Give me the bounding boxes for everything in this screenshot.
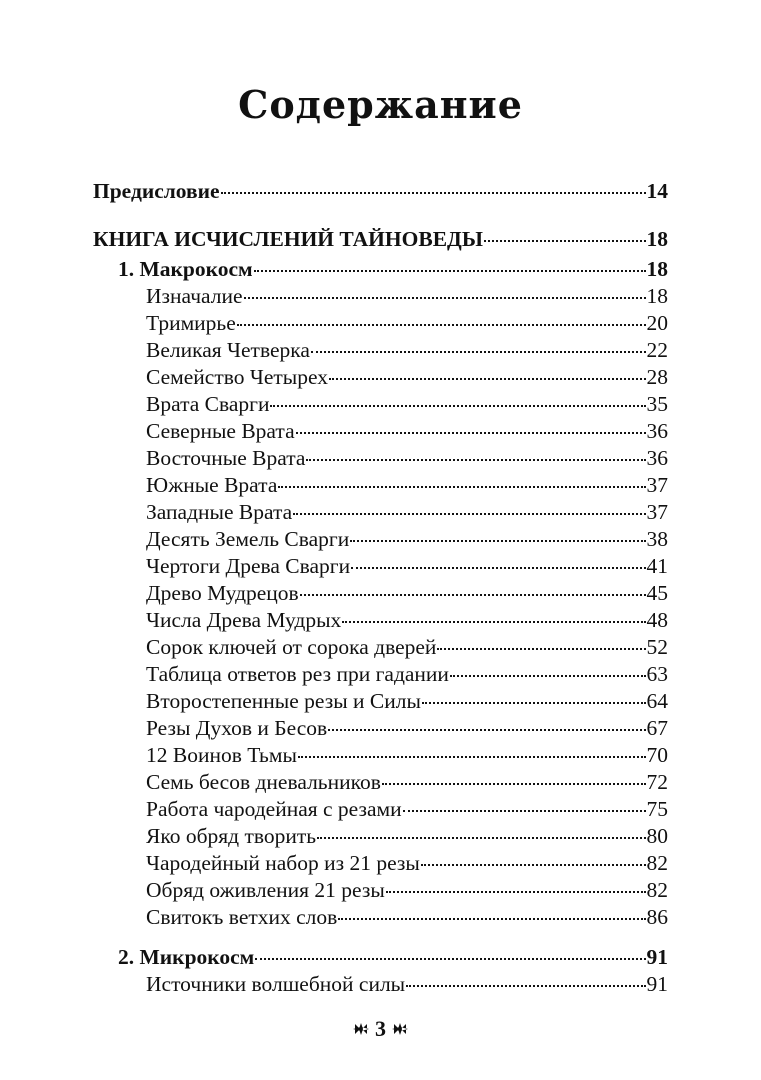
toc-entry[interactable] — [93, 580, 668, 606]
toc-entry-label: Источники волшебной силы — [146, 972, 406, 996]
toc-entry-page: 52 — [646, 635, 668, 659]
dot-leader — [244, 297, 646, 299]
dot-leader — [317, 837, 645, 839]
toc-entry-label: Резы Духов и Бесов — [146, 716, 328, 740]
toc-entry-page: 64 — [646, 689, 668, 713]
toc-entry-chapter[interactable] — [93, 944, 668, 970]
toc-entry-label: Предисловие — [93, 179, 220, 203]
toc-entry[interactable] — [93, 553, 668, 579]
dot-leader — [422, 702, 646, 704]
toc-entry-label: Обряд оживления 21 резы — [146, 878, 385, 902]
toc-entry-page: 28 — [646, 365, 668, 389]
toc-entry-label: Древо Мудрецов — [146, 581, 299, 605]
dot-leader — [382, 783, 646, 785]
toc-entry-page: 36 — [646, 446, 668, 470]
toc-entry[interactable] — [93, 850, 668, 876]
toc-entry-label: Семейство Четырех — [146, 365, 328, 389]
toc-entry-page: 18 — [646, 227, 668, 251]
toc-entry[interactable] — [93, 310, 668, 336]
toc-entry-page: 37 — [646, 500, 668, 524]
toc-entry-book[interactable] — [93, 226, 668, 252]
toc-entry-page: 72 — [646, 770, 668, 794]
toc-entry-page: 70 — [646, 743, 668, 767]
toc-entry-page: 20 — [646, 311, 668, 335]
dot-leader — [437, 648, 645, 650]
toc-entry[interactable] — [93, 337, 668, 363]
dot-leader — [300, 594, 646, 596]
toc-entry[interactable] — [93, 418, 668, 444]
toc-entry-label: Семь бесов дневальников — [146, 770, 381, 794]
toc-entry[interactable] — [93, 769, 668, 795]
toc-entry-label: Сорок ключей от сорока дверей — [146, 635, 437, 659]
toc-entry-page: 91 — [646, 945, 668, 969]
dot-leader — [296, 432, 646, 434]
toc-entry-page: 36 — [646, 419, 668, 443]
toc-entry[interactable] — [93, 607, 668, 633]
toc-entry-label: Восточные Врата — [146, 446, 306, 470]
toc-entry-label: Западные Врата — [146, 500, 293, 524]
dot-leader — [298, 756, 646, 758]
toc-entry-label: Великая Четверка — [146, 338, 310, 362]
toc-entry-label: Яко обряд творить — [146, 824, 317, 848]
toc-entry-label: Работа чародейная с резами — [146, 797, 402, 821]
toc-entry-label: Северные Врата — [146, 419, 295, 443]
toc-entry-page: 91 — [646, 972, 668, 996]
toc-entry[interactable] — [93, 472, 668, 498]
dot-leader — [237, 324, 646, 326]
toc-entry-label: Тримирье — [146, 311, 236, 335]
toc-entry-page: 67 — [646, 716, 668, 740]
toc-entry[interactable] — [93, 742, 668, 768]
dot-leader — [450, 675, 646, 677]
toc-entry[interactable] — [93, 634, 668, 660]
toc-entry-page: 86 — [646, 905, 668, 929]
toc-entry-page: 63 — [646, 662, 668, 686]
dot-leader — [406, 985, 645, 987]
toc-entry-page: 18 — [646, 257, 668, 281]
dot-leader — [254, 270, 646, 272]
dot-leader — [329, 378, 646, 380]
toc-entry-page: 37 — [646, 473, 668, 497]
toc-entry-chapter[interactable] — [93, 256, 668, 282]
toc-entry-page: 80 — [646, 824, 668, 848]
toc-entry-page: 18 — [646, 284, 668, 308]
toc-entry[interactable] — [93, 796, 668, 822]
dot-leader — [338, 918, 645, 920]
dot-leader — [278, 486, 645, 488]
dot-leader — [351, 567, 645, 569]
toc-entry-page: 41 — [646, 554, 668, 578]
ornament-left-icon — [351, 1021, 371, 1037]
toc-entry-page: 82 — [646, 851, 668, 875]
toc-entry[interactable] — [93, 688, 668, 714]
dot-leader — [328, 729, 645, 731]
toc-entry-label: Числа Древа Мудрых — [146, 608, 342, 632]
toc-entry[interactable] — [93, 904, 668, 930]
toc-entry-page: 48 — [646, 608, 668, 632]
toc-entry-label: Чародейный набор из 21 резы — [146, 851, 420, 875]
toc-entry[interactable] — [93, 823, 668, 849]
dot-leader — [386, 891, 646, 893]
page-number — [0, 1016, 761, 1042]
dot-leader — [421, 864, 646, 866]
toc-entry-label: Свитокъ ветхих слов — [146, 905, 338, 929]
toc-entry-label: КНИГА ИСЧИСЛЕНИЙ ТАЙНОВЕДЫ — [93, 227, 483, 251]
toc-entry-label: Таблица ответов рез при гадании — [146, 662, 449, 686]
toc-entry[interactable] — [93, 364, 668, 390]
dot-leader — [350, 540, 645, 542]
toc-entry-page: 22 — [646, 338, 668, 362]
dot-leader — [270, 405, 645, 407]
toc-entry-label: Десять Земель Сварги — [146, 527, 350, 551]
dot-leader — [342, 621, 645, 623]
toc-entry-page: 75 — [646, 797, 668, 821]
toc-entry[interactable] — [93, 661, 668, 687]
dot-leader — [484, 240, 646, 242]
toc-entry-label: 1. Макрокосм — [118, 257, 253, 281]
toc-entry-label: Второстепенные резы и Силы — [146, 689, 421, 713]
dot-leader — [293, 513, 645, 515]
toc-entry-label: Южные Врата — [146, 473, 278, 497]
toc-entry-label: Изначалие — [146, 284, 243, 308]
page-title: Содержание — [238, 82, 523, 127]
dot-leader — [306, 459, 645, 461]
toc-entry[interactable] — [93, 526, 668, 552]
toc-entry-page: 82 — [646, 878, 668, 902]
toc-entry-label: 12 Воинов Тьмы — [146, 743, 297, 767]
toc-entry[interactable] — [93, 283, 668, 309]
toc-entry[interactable] — [93, 391, 668, 417]
dot-leader — [255, 958, 645, 960]
toc-entry-label: Чертоги Древа Сварги — [146, 554, 351, 578]
toc-entry-page: 38 — [646, 527, 668, 551]
toc-entry-page: 35 — [646, 392, 668, 416]
toc-entry[interactable] — [93, 715, 668, 741]
page-number-text: 3 — [375, 1016, 386, 1041]
toc-entry[interactable] — [93, 499, 668, 525]
dot-leader — [221, 192, 646, 194]
toc-entry-label: 2. Микрокосм — [118, 945, 255, 969]
toc-entry-label: Врата Сварги — [146, 392, 270, 416]
toc-entry[interactable] — [93, 445, 668, 471]
toc-entry[interactable] — [93, 877, 668, 903]
toc-entry[interactable] — [93, 971, 668, 997]
dot-leader — [403, 810, 646, 812]
dot-leader — [311, 351, 646, 353]
toc-entry-page: 14 — [646, 179, 668, 203]
toc-entry-page: 45 — [646, 581, 668, 605]
ornament-right-icon — [390, 1021, 410, 1037]
toc-entry-preface[interactable] — [93, 178, 668, 204]
